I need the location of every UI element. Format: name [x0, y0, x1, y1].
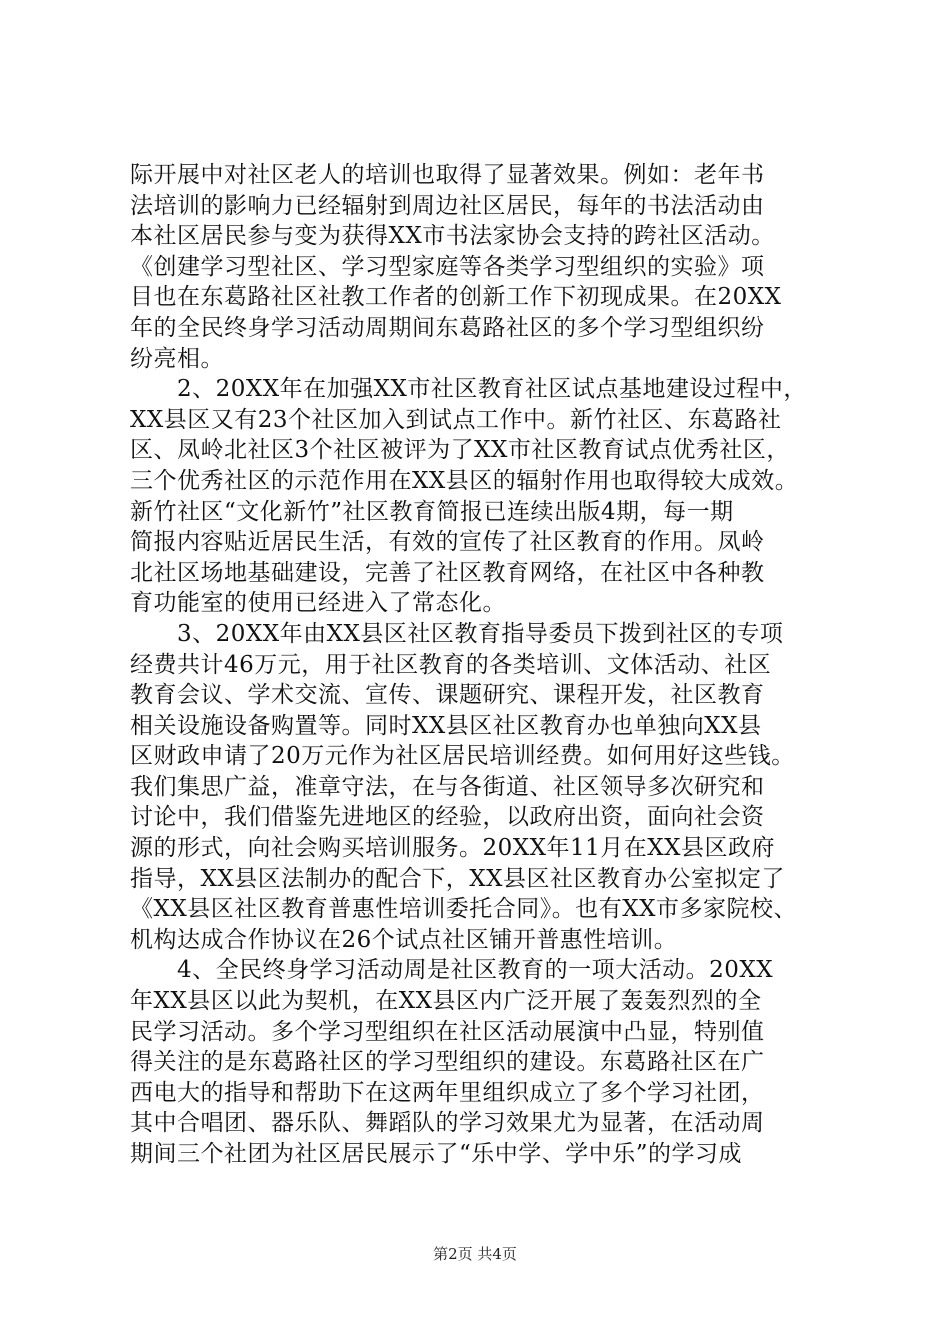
text-line: 期间三个社团为社区居民展示了“乐中学、学中乐”的学习成	[130, 1141, 743, 1167]
text-line: 源的形式，向社会购买培训服务。20XX年11月在XX县区政府	[130, 835, 776, 862]
text-line: 际开展中对社区老人的培训也取得了显著效果。例如：老年书	[130, 162, 765, 188]
text-line: 指导，XX县区法制办的配合下，XX县区社区教育办公室拟定了	[130, 865, 785, 892]
text-line: 3、20XX年由XX县区社区教育指导委员下拨到社区的专项	[130, 620, 784, 647]
text-line: 《XX县区社区教育普惠性培训委托合同》。也有XX市多家院校、	[130, 896, 797, 923]
text-line: 机构达成合作协议在26个试点社区铺开普惠性培训。	[130, 926, 678, 953]
text-line: 育功能室的使用已经进入了常态化。	[130, 590, 506, 617]
text-line: 经费共计46万元，用于社区教育的各类培训、文体活动、社区	[130, 651, 772, 678]
text-line: 《创建学习型社区、学习型家庭等各类学习型组织的实验》项	[130, 253, 765, 280]
text-line: 区、凤岭北社区3个社区被评为了XX市社区教育试点优秀社区，	[130, 437, 790, 464]
text-line: 区财政申请了20万元作为社区居民培训经费。如何用好这些钱。	[130, 743, 795, 770]
text-line: 简报内容贴近居民生活，有效的宣传了社区教育的作用。凤岭	[130, 529, 765, 556]
text-line: 讨论中，我们借鉴先进地区的经验，以政府出资，面向社会资	[130, 804, 765, 831]
text-line: 北社区场地基础建设，完善了社区教育网络，在社区中各种教	[130, 559, 765, 586]
text-line: 纷亮相。	[130, 345, 224, 372]
text-line: 2、20XX年在加强XX市社区教育社区试点基地建设过程中，	[130, 376, 807, 403]
document-body	[130, 160, 830, 1170]
text-line: 4、全民终身学习活动周是社区教育的一项大活动。20XX	[130, 957, 774, 984]
text-line: XX县区又有23个社区加入到试点工作中。新竹社区、东葛路社	[130, 406, 782, 433]
text-line: 年XX县区以此为契机，在XX县区内广泛开展了轰轰烈烈的全	[130, 988, 762, 1015]
text-line: 新竹社区“文化新竹”社区教育简报已连续出版4期，每一期	[130, 498, 734, 525]
text-line: 其中合唱团、器乐队、舞蹈队的学习效果尤为显著，在活动周	[130, 1110, 765, 1137]
text-line: 本社区居民参与变为获得XX市书法家协会支持的跨社区活动。	[130, 223, 775, 250]
text-line: 目也在东葛路社区社教工作者的创新工作下初现成果。在20XX	[130, 284, 782, 311]
text-line: 西电大的指导和帮助下在这两年里组织成立了多个学习社团，	[130, 1079, 765, 1106]
page-number-footer: 第2页 共4页	[433, 1245, 517, 1263]
text-line: 得关注的是东葛路社区的学习型组织的建设。东葛路社区在广	[130, 1049, 765, 1076]
text-line: 法培训的影响力已经辐射到周边社区居民，每年的书法活动由	[130, 192, 765, 219]
text-line: 年的全民终身学习活动周期间东葛路社区的多个学习型组织纷	[130, 314, 765, 341]
text-line: 三个优秀社区的示范作用在XX县区的辐射作用也取得较大成效。	[130, 467, 799, 494]
text-line: 相关设施设备购置等。同时XX县区社区教育办也单独向XX县	[130, 712, 762, 739]
text-line: 民学习活动。多个学习型组织在社区活动展演中凸显，特别值	[130, 1018, 765, 1045]
text-line: 我们集思广益，准章守法，在与各街道、社区领导多次研究和	[130, 773, 765, 800]
text-line: 教育会议、学术交流、宣传、课题研究、课程开发，社区教育	[130, 682, 765, 709]
